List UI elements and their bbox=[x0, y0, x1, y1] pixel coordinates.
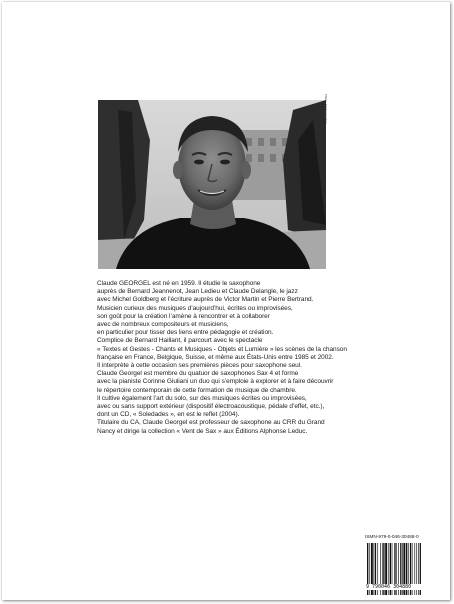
bio-line: son goût pour la création l’amène à rencontrer et à collaborer bbox=[97, 312, 270, 320]
bio-line: avec la pianiste Corinne Giuliani un duo qui s’emploie à explorer et à faire découvrir bbox=[97, 378, 334, 386]
author-biography bbox=[97, 280, 367, 436]
bio-line: Titulaire du CA, Claude Georgel est professeur de saxophone au CRR du Grand bbox=[97, 419, 325, 427]
author-photo bbox=[98, 93, 328, 269]
bio-line: le répertoire contemporain de cette formation de musique de chambre. bbox=[97, 386, 297, 394]
back-cover-page bbox=[2, 2, 450, 600]
bio-line: avec ou sans support extérieur (dispositif électroacoustique, pédale d’effet, etc.), bbox=[97, 403, 325, 411]
bio-line: « Textes et Gestes - Chants et Musiques - Objets et Lumière » les scènes de la chanson bbox=[97, 345, 347, 353]
bio-line: Complice de Bernard Haillant, il parcourt avec le spectacle bbox=[97, 337, 263, 345]
bio-line: Musicien curieux des musiques d’aujourd’hui, écrites ou improvisées, bbox=[97, 304, 293, 312]
author-portrait-image bbox=[98, 100, 326, 269]
bio-line: avec de nombreux compositeurs et musiciens, bbox=[97, 321, 229, 329]
barcode-block bbox=[365, 535, 439, 595]
bio-line: Claude Georgel est membre du quatuor de saxophones Sax 4 et forme bbox=[97, 370, 299, 378]
bio-line: Il interprète à cette occasion ses premières pièces pour saxophone seul. bbox=[97, 362, 302, 370]
bio-line: Il cultive également l’art du solo, sur des musiques écrites ou improvisées, bbox=[97, 394, 307, 402]
bio-line: avec Michel Goldberg et l’écriture auprès de Victor Martin et Pierre Bertrand. bbox=[97, 296, 314, 304]
barcode-digits: 9 790046 304880 bbox=[365, 584, 441, 590]
bio-line: en particulier pour tisser des liens entre pédagogie et création. bbox=[97, 329, 274, 337]
ismn-number: ISMN-979-0-046-30488-0 bbox=[365, 535, 419, 540]
bio-line: auprès de Bernard Jeannenot, Jean Ledieu et Claude Delangle, le jazz bbox=[97, 288, 298, 296]
bio-line: dont un CD, « Soledades », en est le reflet (2004). bbox=[97, 411, 240, 419]
bio-line: Claude GEORGEL est né en 1959. Il étudie le saxophone bbox=[97, 280, 261, 287]
bio-line: française en France, Belgique, Suisse, et même aux États-Unis entre 1985 et 2002. bbox=[97, 353, 334, 361]
bio-line: Nancy et dirige la collection « Vent de Sax » aux Éditions Alphonse Leduc. bbox=[97, 427, 308, 435]
photo-credit: Photo : Michel Cochen bbox=[324, 93, 328, 124]
